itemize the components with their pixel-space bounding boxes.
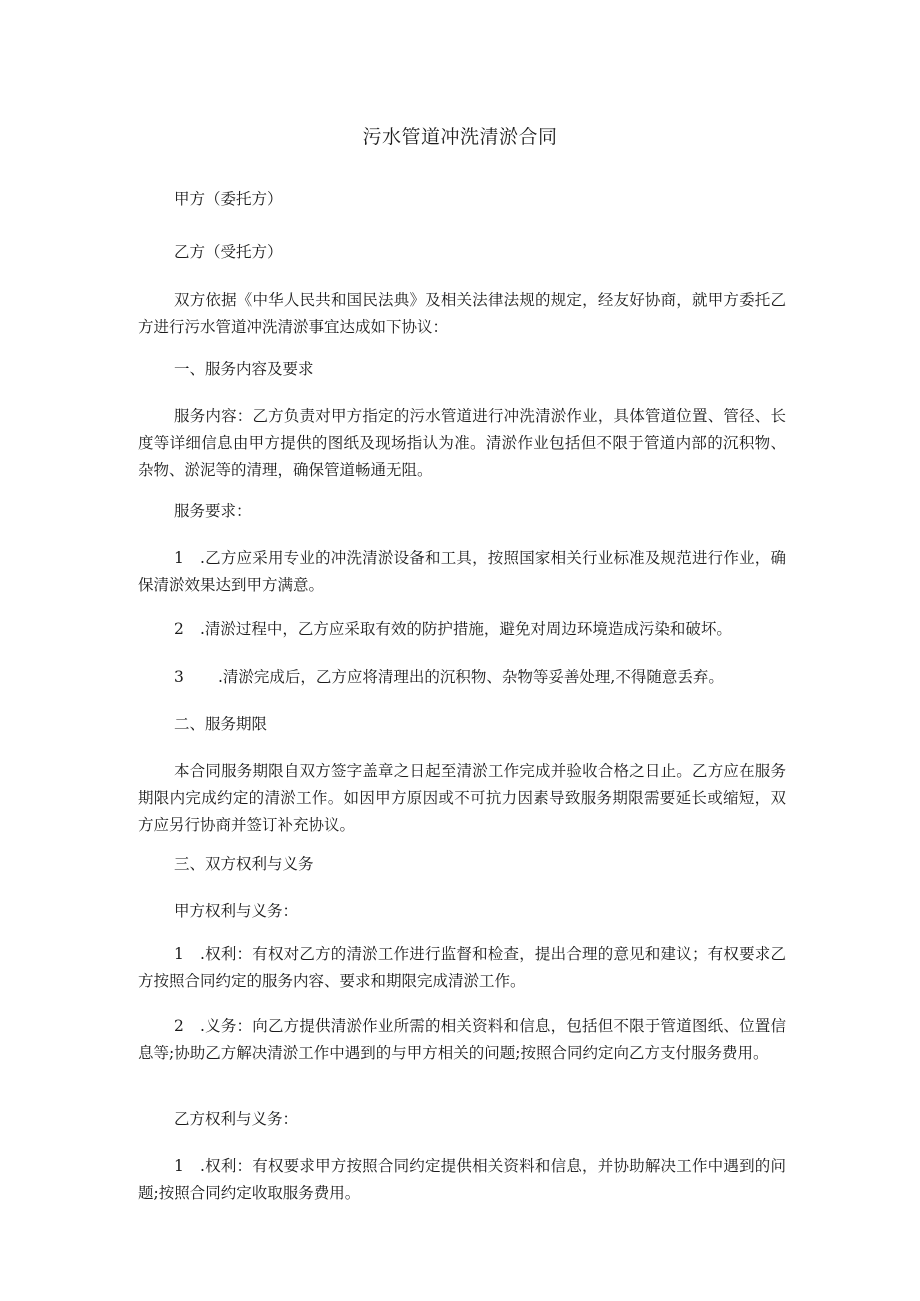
page-title: 污水管道冲洗清淤合同	[362, 126, 558, 148]
item-text: .清淤完成后，乙方应将清理出的沉积物、杂物等妥善处理,不得随意丢弃。	[218, 668, 724, 686]
item-number: 1	[174, 1157, 184, 1175]
section1-content: 服务内容：乙方负责对甲方指定的污水管道进行冲洗清淤作业，具体管道位置、管径、长度等详细信息由甲方提供的图纸及现场指认为准。清淤作业包括但不限于管道内部的沉积物、杂物、淤泥等的清理，确保管道畅通无阻。	[138, 407, 786, 479]
preamble-paragraph: 双方依据《中华人民共和国民法典》及相关法律法规的规定，经友好协商，就甲方委托乙方进行污水管道冲洗清淤事宜达成如下协议：	[138, 291, 786, 336]
section2-heading: 二、服务期限	[174, 715, 268, 733]
party-a-rights-label: 甲方权利与义务：	[174, 902, 299, 920]
item-text: .义务：向乙方提供清淤作业所需的相关资料和信息，包括但不限于管道图纸、位置信息等;协助乙方解决清淤工作中遇到的与甲方相关的问题;按照合同约定向乙方支付服务费用。	[138, 1017, 786, 1062]
party-a-line: 甲方（委托方）	[174, 190, 283, 208]
party-a-rights-item-2	[138, 1013, 786, 1067]
party-a-rights-item-1	[138, 941, 786, 995]
item-number: 1	[174, 549, 184, 567]
item-text: .乙方应采用专业的冲洗清淤设备和工具，按照国家相关行业标准及规范进行作业，确保清淤效果达到甲方满意。	[138, 549, 786, 594]
item-text: .权利：有权对乙方的清淤工作进行监督和检查，提出合理的意见和建议；有权要求乙方按照合同约定的服务内容、要求和期限完成清淤工作。	[138, 945, 786, 990]
party-b-rights-item-1	[138, 1153, 786, 1207]
item-number: 3	[174, 668, 184, 686]
section1-heading: 一、服务内容及要求	[174, 360, 314, 378]
requirement-item-2	[138, 616, 786, 643]
item-text: .权利：有权要求甲方按照合同约定提供相关资料和信息，并协助解决工作中遇到的问题;按照合同约定收取服务费用。	[138, 1157, 786, 1202]
party-b-line: 乙方（受托方）	[174, 243, 283, 261]
party-b-rights-label: 乙方权利与义务：	[174, 1110, 299, 1128]
item-text: .清淤过程中，乙方应采取有效的防护措施，避免对周边环境造成污染和破坏。	[200, 620, 732, 638]
section2-content: 本合同服务期限自双方签字盖章之日起至清淤工作完成并验收合格之日止。乙方应在服务期限内完成约定的清淤工作。如因甲方原因或不可抗力因素导致服务期限需要延长或缩短，双方应另行协商并签订补充协议。	[138, 762, 786, 834]
requirement-item-1	[138, 545, 786, 599]
section3-heading: 三、双方权利与义务	[174, 855, 314, 873]
item-number: 2	[174, 620, 184, 638]
item-number: 1	[174, 945, 184, 963]
requirement-item-3	[138, 664, 786, 691]
item-number: 2	[174, 1017, 184, 1035]
requirements-label: 服务要求：	[174, 502, 252, 520]
